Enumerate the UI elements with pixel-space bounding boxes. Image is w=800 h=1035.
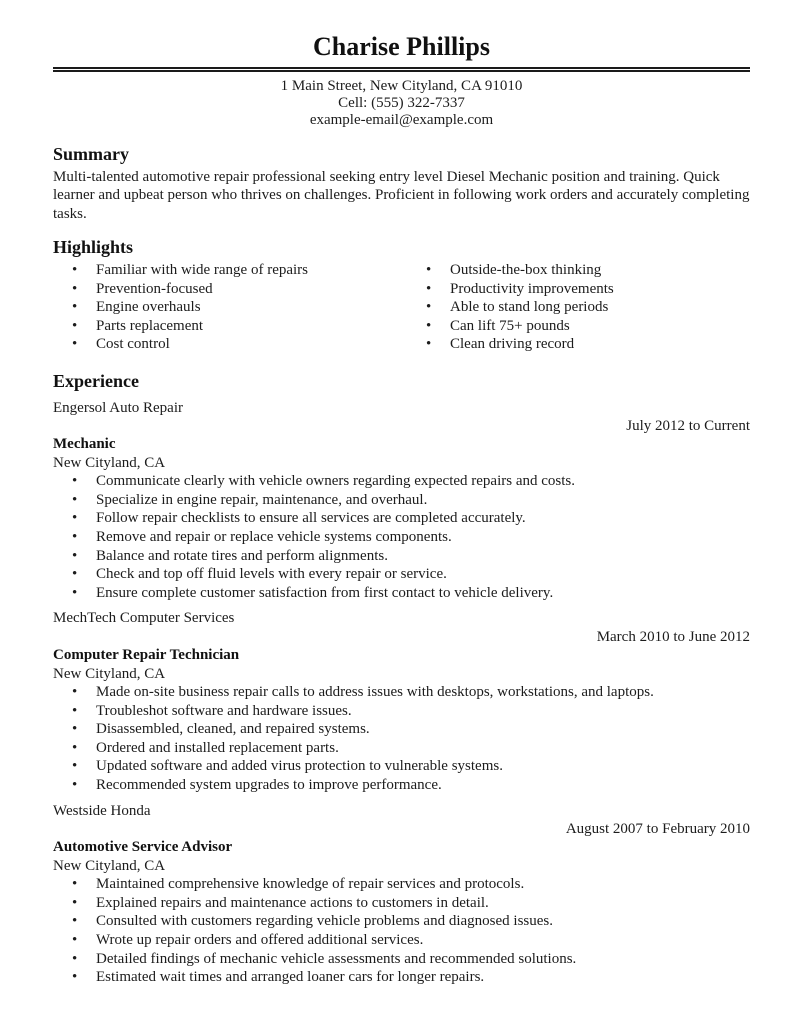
job-bullet: • Follow repair checklists to ensure all services are completed accurately. <box>53 509 750 528</box>
contact-block <box>53 78 750 130</box>
highlight-item: • Clean driving record <box>407 335 750 354</box>
highlight-item: • Engine overhauls <box>53 298 407 317</box>
job-location: New Cityland, CA <box>53 857 166 874</box>
resume-header <box>53 33 750 130</box>
experience-section <box>53 371 750 987</box>
job-title: Automotive Service Advisor <box>53 839 233 856</box>
experience-heading: Experience <box>53 370 139 391</box>
highlights-section <box>53 237 750 354</box>
job-bullet: • Check and top off fluid levels with every repair or service. <box>53 565 750 584</box>
highlight-item: • Parts replacement <box>53 317 407 336</box>
contact-email: example-email@example.com <box>309 112 494 129</box>
job-bullet: • Communicate clearly with vehicle owners regarding expected repairs and costs. <box>53 472 750 491</box>
job-title: Mechanic <box>53 436 116 453</box>
highlight-item: • Productivity improvements <box>407 280 750 299</box>
summary-section <box>53 144 750 223</box>
job-bullet-list <box>53 875 750 987</box>
job-bullet: • Explained repairs and maintenance actions to customers in detail. <box>53 894 750 913</box>
highlights-columns <box>53 261 750 354</box>
job-bullet: • Remove and repair or replace vehicle systems components. <box>53 528 750 547</box>
job-entry-computer-repair-technician <box>53 609 750 794</box>
job-bullet: • Specialize in engine repair, maintenance, and overhaul. <box>53 491 750 510</box>
highlight-item: • Able to stand long periods <box>407 298 750 317</box>
highlights-left-list <box>53 261 407 354</box>
job-bullet: • Maintained comprehensive knowledge of repair services and protocols. <box>53 875 750 894</box>
highlight-item: • Cost control <box>53 335 407 354</box>
job-title: Computer Repair Technician <box>53 647 240 664</box>
header-divider-rule <box>53 67 750 72</box>
summary-heading: Summary <box>53 143 129 164</box>
highlights-heading: Highlights <box>53 237 134 258</box>
highlight-item: • Prevention-focused <box>53 280 407 299</box>
job-bullet: • Ensure complete customer satisfaction from first contact to vehicle delivery. <box>53 584 750 603</box>
job-bullet: • Recommended system upgrades to improve performance. <box>53 776 750 795</box>
job-bullet: • Updated software and added virus protection to vulnerable systems. <box>53 757 750 776</box>
job-bullet: • Ordered and installed replacement parts. <box>53 739 750 758</box>
job-location: New Cityland, CA <box>53 665 166 682</box>
job-bullet: • Estimated wait times and arranged loaner cars for longer repairs. <box>53 968 750 987</box>
job-bullet-list <box>53 683 750 795</box>
job-entry-mechanic <box>53 399 750 603</box>
person-name: Charise Phillips <box>313 32 490 61</box>
job-bullet: • Disassembled, cleaned, and repaired systems. <box>53 720 750 739</box>
job-bullet: • Troubleshot software and hardware issues. <box>53 702 750 721</box>
highlights-right-list <box>407 261 750 354</box>
contact-address: 1 Main Street, New Cityland, CA 91010 <box>280 77 523 94</box>
job-bullet: • Balance and rotate tires and perform alignments. <box>53 547 750 566</box>
job-bullet: • Wrote up repair orders and offered additional services. <box>53 931 750 950</box>
job-bullet: • Detailed findings of mechanic vehicle assessments and recommended solutions. <box>53 950 750 969</box>
job-entry-automotive-service-advisor <box>53 802 750 987</box>
job-bullet: • Consulted with customers regarding vehicle problems and diagnosed issues. <box>53 912 750 931</box>
contact-phone: Cell: (555) 322-7337 <box>338 95 465 111</box>
highlight-item: • Outside-the-box thinking <box>407 261 750 280</box>
job-dates: August 2007 to February 2010 <box>565 821 750 837</box>
job-bullet-list <box>53 472 750 602</box>
company-name: Engersol Auto Repair <box>53 399 183 416</box>
summary-text: Multi-talented automotive repair professional seeking entry level Diesel Mechanic position and training. Quick learner and upbeat person who thrives on challenges. Proficient in following work orders and accurately completing tasks. <box>53 168 750 222</box>
job-dates: March 2010 to June 2012 <box>596 628 750 645</box>
highlight-item: • Familiar with wide range of repairs <box>53 261 407 280</box>
job-dates: July 2012 to Current <box>626 418 750 435</box>
company-name: Westside Honda <box>53 802 151 819</box>
highlight-item: • Can lift 75+ pounds <box>407 317 750 336</box>
job-location: New Cityland, CA <box>53 454 166 471</box>
job-bullet: • Made on-site business repair calls to address issues with desktops, workstations, and laptops. <box>53 683 750 702</box>
company-name: MechTech Computer Services <box>53 610 235 627</box>
